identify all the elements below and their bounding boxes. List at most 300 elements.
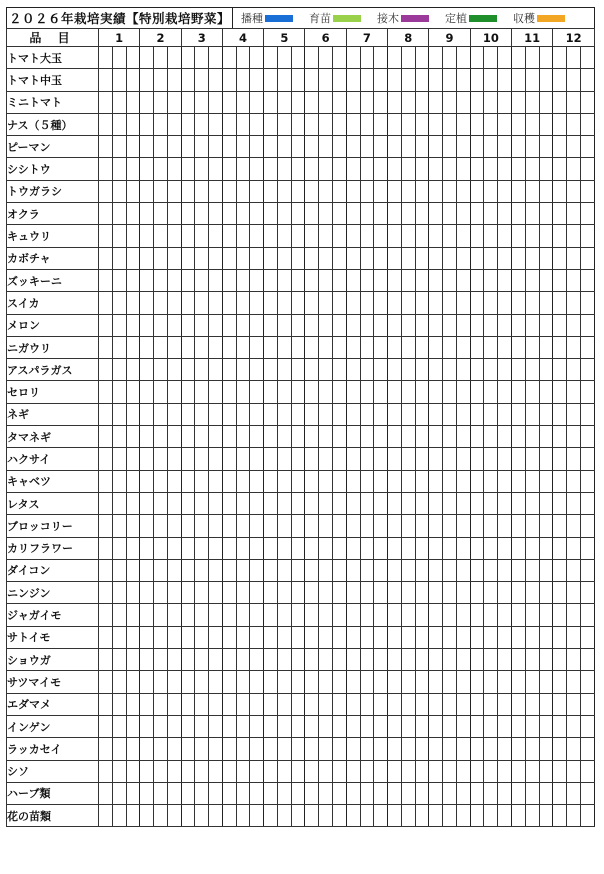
period-cell[interactable] [346, 426, 360, 448]
period-cell[interactable] [195, 492, 209, 514]
period-cell[interactable] [209, 738, 223, 760]
period-cell[interactable] [498, 604, 512, 626]
period-cell[interactable] [484, 760, 498, 782]
period-cell[interactable] [319, 359, 333, 381]
period-cell[interactable] [167, 47, 181, 69]
period-cell[interactable] [181, 113, 195, 135]
period-cell[interactable] [525, 626, 539, 648]
period-cell[interactable] [553, 158, 567, 180]
period-cell[interactable] [525, 203, 539, 225]
period-cell[interactable] [195, 69, 209, 91]
period-cell[interactable] [250, 47, 264, 69]
period-cell[interactable] [167, 269, 181, 291]
period-cell[interactable] [319, 403, 333, 425]
period-cell[interactable] [401, 269, 415, 291]
period-cell[interactable] [181, 738, 195, 760]
period-cell[interactable] [222, 604, 236, 626]
period-cell[interactable] [305, 693, 319, 715]
period-cell[interactable] [250, 292, 264, 314]
period-cell[interactable] [140, 158, 154, 180]
period-cell[interactable] [333, 203, 347, 225]
period-cell[interactable] [112, 448, 126, 470]
period-cell[interactable] [443, 47, 457, 69]
period-cell[interactable] [154, 203, 168, 225]
period-cell[interactable] [388, 604, 402, 626]
period-cell[interactable] [553, 537, 567, 559]
period-cell[interactable] [140, 403, 154, 425]
period-cell[interactable] [250, 247, 264, 269]
period-cell[interactable] [264, 403, 278, 425]
period-cell[interactable] [511, 582, 525, 604]
period-cell[interactable] [167, 760, 181, 782]
period-cell[interactable] [277, 492, 291, 514]
period-cell[interactable] [319, 225, 333, 247]
period-cell[interactable] [498, 582, 512, 604]
period-cell[interactable] [525, 113, 539, 135]
period-cell[interactable] [291, 314, 305, 336]
period-cell[interactable] [126, 158, 140, 180]
period-cell[interactable] [181, 448, 195, 470]
period-cell[interactable] [154, 180, 168, 202]
period-cell[interactable] [209, 671, 223, 693]
period-cell[interactable] [154, 69, 168, 91]
period-cell[interactable] [388, 537, 402, 559]
period-cell[interactable] [360, 738, 374, 760]
period-cell[interactable] [567, 693, 581, 715]
period-cell[interactable] [167, 292, 181, 314]
period-cell[interactable] [470, 805, 484, 827]
period-cell[interactable] [250, 492, 264, 514]
period-cell[interactable] [250, 671, 264, 693]
period-cell[interactable] [167, 671, 181, 693]
period-cell[interactable] [167, 69, 181, 91]
period-cell[interactable] [511, 403, 525, 425]
period-cell[interactable] [222, 403, 236, 425]
period-cell[interactable] [209, 604, 223, 626]
period-cell[interactable] [374, 715, 388, 737]
period-cell[interactable] [99, 113, 113, 135]
period-cell[interactable] [112, 559, 126, 581]
period-cell[interactable] [305, 537, 319, 559]
period-cell[interactable] [553, 225, 567, 247]
period-cell[interactable] [539, 292, 553, 314]
period-cell[interactable] [484, 91, 498, 113]
period-cell[interactable] [319, 649, 333, 671]
period-cell[interactable] [333, 336, 347, 358]
period-cell[interactable] [553, 515, 567, 537]
period-cell[interactable] [236, 715, 250, 737]
period-cell[interactable] [250, 805, 264, 827]
period-cell[interactable] [195, 515, 209, 537]
period-cell[interactable] [498, 292, 512, 314]
period-cell[interactable] [250, 113, 264, 135]
period-cell[interactable] [195, 381, 209, 403]
period-cell[interactable] [456, 492, 470, 514]
period-cell[interactable] [443, 782, 457, 804]
period-cell[interactable] [264, 559, 278, 581]
period-cell[interactable] [195, 47, 209, 69]
period-cell[interactable] [140, 515, 154, 537]
period-cell[interactable] [498, 426, 512, 448]
period-cell[interactable] [291, 336, 305, 358]
period-cell[interactable] [539, 314, 553, 336]
period-cell[interactable] [580, 738, 594, 760]
period-cell[interactable] [250, 203, 264, 225]
period-cell[interactable] [195, 91, 209, 113]
period-cell[interactable] [511, 336, 525, 358]
period-cell[interactable] [346, 225, 360, 247]
period-cell[interactable] [277, 604, 291, 626]
period-cell[interactable] [374, 113, 388, 135]
period-cell[interactable] [388, 492, 402, 514]
period-cell[interactable] [112, 604, 126, 626]
period-cell[interactable] [99, 537, 113, 559]
period-cell[interactable] [99, 649, 113, 671]
period-cell[interactable] [511, 805, 525, 827]
period-cell[interactable] [567, 559, 581, 581]
period-cell[interactable] [154, 381, 168, 403]
period-cell[interactable] [580, 515, 594, 537]
period-cell[interactable] [511, 515, 525, 537]
period-cell[interactable] [126, 604, 140, 626]
period-cell[interactable] [484, 626, 498, 648]
period-cell[interactable] [374, 805, 388, 827]
period-cell[interactable] [154, 158, 168, 180]
period-cell[interactable] [429, 359, 443, 381]
period-cell[interactable] [539, 559, 553, 581]
period-cell[interactable] [99, 760, 113, 782]
period-cell[interactable] [525, 559, 539, 581]
period-cell[interactable] [553, 91, 567, 113]
period-cell[interactable] [470, 470, 484, 492]
period-cell[interactable] [580, 47, 594, 69]
period-cell[interactable] [429, 671, 443, 693]
period-cell[interactable] [181, 715, 195, 737]
period-cell[interactable] [264, 91, 278, 113]
period-cell[interactable] [553, 782, 567, 804]
period-cell[interactable] [525, 582, 539, 604]
period-cell[interactable] [236, 47, 250, 69]
period-cell[interactable] [222, 448, 236, 470]
period-cell[interactable] [250, 582, 264, 604]
period-cell[interactable] [195, 292, 209, 314]
period-cell[interactable] [443, 671, 457, 693]
period-cell[interactable] [195, 113, 209, 135]
period-cell[interactable] [484, 537, 498, 559]
period-cell[interactable] [140, 649, 154, 671]
period-cell[interactable] [484, 292, 498, 314]
period-cell[interactable] [222, 292, 236, 314]
period-cell[interactable] [140, 91, 154, 113]
period-cell[interactable] [567, 69, 581, 91]
period-cell[interactable] [126, 225, 140, 247]
period-cell[interactable] [209, 492, 223, 514]
period-cell[interactable] [346, 314, 360, 336]
period-cell[interactable] [429, 203, 443, 225]
period-cell[interactable] [222, 515, 236, 537]
period-cell[interactable] [443, 649, 457, 671]
period-cell[interactable] [140, 492, 154, 514]
period-cell[interactable] [277, 537, 291, 559]
period-cell[interactable] [498, 247, 512, 269]
period-cell[interactable] [374, 738, 388, 760]
period-cell[interactable] [374, 649, 388, 671]
period-cell[interactable] [250, 760, 264, 782]
period-cell[interactable] [140, 626, 154, 648]
period-cell[interactable] [305, 403, 319, 425]
period-cell[interactable] [222, 693, 236, 715]
period-cell[interactable] [470, 760, 484, 782]
period-cell[interactable] [567, 805, 581, 827]
period-cell[interactable] [456, 314, 470, 336]
period-cell[interactable] [126, 738, 140, 760]
period-cell[interactable] [195, 180, 209, 202]
period-cell[interactable] [112, 426, 126, 448]
period-cell[interactable] [236, 492, 250, 514]
period-cell[interactable] [511, 269, 525, 291]
period-cell[interactable] [154, 671, 168, 693]
period-cell[interactable] [264, 582, 278, 604]
period-cell[interactable] [429, 426, 443, 448]
period-cell[interactable] [360, 693, 374, 715]
period-cell[interactable] [498, 626, 512, 648]
period-cell[interactable] [346, 626, 360, 648]
period-cell[interactable] [498, 203, 512, 225]
period-cell[interactable] [333, 649, 347, 671]
period-cell[interactable] [154, 314, 168, 336]
period-cell[interactable] [181, 782, 195, 804]
period-cell[interactable] [264, 158, 278, 180]
period-cell[interactable] [222, 314, 236, 336]
period-cell[interactable] [181, 470, 195, 492]
period-cell[interactable] [209, 470, 223, 492]
period-cell[interactable] [498, 359, 512, 381]
period-cell[interactable] [470, 515, 484, 537]
period-cell[interactable] [470, 47, 484, 69]
period-cell[interactable] [250, 314, 264, 336]
period-cell[interactable] [319, 448, 333, 470]
period-cell[interactable] [333, 604, 347, 626]
period-cell[interactable] [305, 180, 319, 202]
period-cell[interactable] [401, 91, 415, 113]
period-cell[interactable] [222, 426, 236, 448]
period-cell[interactable] [553, 559, 567, 581]
period-cell[interactable] [484, 715, 498, 737]
period-cell[interactable] [456, 448, 470, 470]
period-cell[interactable] [567, 760, 581, 782]
period-cell[interactable] [580, 626, 594, 648]
period-cell[interactable] [539, 158, 553, 180]
period-cell[interactable] [154, 582, 168, 604]
period-cell[interactable] [580, 136, 594, 158]
period-cell[interactable] [415, 671, 429, 693]
period-cell[interactable] [277, 158, 291, 180]
period-cell[interactable] [140, 470, 154, 492]
period-cell[interactable] [140, 381, 154, 403]
period-cell[interactable] [374, 693, 388, 715]
period-cell[interactable] [154, 760, 168, 782]
period-cell[interactable] [525, 805, 539, 827]
period-cell[interactable] [333, 158, 347, 180]
period-cell[interactable] [99, 738, 113, 760]
period-cell[interactable] [456, 47, 470, 69]
period-cell[interactable] [456, 760, 470, 782]
period-cell[interactable] [126, 381, 140, 403]
period-cell[interactable] [346, 247, 360, 269]
period-cell[interactable] [126, 760, 140, 782]
period-cell[interactable] [360, 537, 374, 559]
period-cell[interactable] [346, 47, 360, 69]
period-cell[interactable] [126, 782, 140, 804]
period-cell[interactable] [511, 292, 525, 314]
period-cell[interactable] [291, 158, 305, 180]
period-cell[interactable] [305, 604, 319, 626]
period-cell[interactable] [429, 180, 443, 202]
period-cell[interactable] [319, 559, 333, 581]
period-cell[interactable] [236, 760, 250, 782]
period-cell[interactable] [305, 671, 319, 693]
period-cell[interactable] [498, 47, 512, 69]
period-cell[interactable] [209, 805, 223, 827]
period-cell[interactable] [525, 470, 539, 492]
period-cell[interactable] [140, 292, 154, 314]
period-cell[interactable] [291, 515, 305, 537]
period-cell[interactable] [484, 381, 498, 403]
period-cell[interactable] [99, 69, 113, 91]
period-cell[interactable] [181, 805, 195, 827]
period-cell[interactable] [484, 225, 498, 247]
period-cell[interactable] [195, 403, 209, 425]
period-cell[interactable] [112, 381, 126, 403]
period-cell[interactable] [443, 225, 457, 247]
period-cell[interactable] [236, 247, 250, 269]
period-cell[interactable] [498, 559, 512, 581]
period-cell[interactable] [195, 336, 209, 358]
period-cell[interactable] [456, 738, 470, 760]
period-cell[interactable] [360, 180, 374, 202]
period-cell[interactable] [498, 381, 512, 403]
period-cell[interactable] [333, 738, 347, 760]
period-cell[interactable] [154, 292, 168, 314]
period-cell[interactable] [374, 136, 388, 158]
period-cell[interactable] [443, 760, 457, 782]
period-cell[interactable] [525, 649, 539, 671]
period-cell[interactable] [415, 626, 429, 648]
period-cell[interactable] [346, 470, 360, 492]
period-cell[interactable] [360, 426, 374, 448]
period-cell[interactable] [140, 336, 154, 358]
period-cell[interactable] [401, 381, 415, 403]
period-cell[interactable] [222, 492, 236, 514]
period-cell[interactable] [236, 113, 250, 135]
period-cell[interactable] [567, 492, 581, 514]
period-cell[interactable] [250, 559, 264, 581]
period-cell[interactable] [140, 180, 154, 202]
period-cell[interactable] [346, 492, 360, 514]
period-cell[interactable] [401, 559, 415, 581]
period-cell[interactable] [470, 225, 484, 247]
period-cell[interactable] [154, 715, 168, 737]
period-cell[interactable] [484, 158, 498, 180]
period-cell[interactable] [539, 738, 553, 760]
period-cell[interactable] [222, 69, 236, 91]
period-cell[interactable] [140, 426, 154, 448]
period-cell[interactable] [470, 693, 484, 715]
period-cell[interactable] [291, 537, 305, 559]
period-cell[interactable] [401, 515, 415, 537]
period-cell[interactable] [305, 136, 319, 158]
period-cell[interactable] [401, 292, 415, 314]
period-cell[interactable] [305, 448, 319, 470]
period-cell[interactable] [415, 203, 429, 225]
period-cell[interactable] [580, 247, 594, 269]
period-cell[interactable] [388, 559, 402, 581]
period-cell[interactable] [181, 225, 195, 247]
period-cell[interactable] [167, 113, 181, 135]
period-cell[interactable] [346, 537, 360, 559]
period-cell[interactable] [333, 582, 347, 604]
period-cell[interactable] [374, 492, 388, 514]
period-cell[interactable] [319, 158, 333, 180]
period-cell[interactable] [305, 515, 319, 537]
period-cell[interactable] [553, 203, 567, 225]
period-cell[interactable] [195, 805, 209, 827]
period-cell[interactable] [415, 69, 429, 91]
period-cell[interactable] [126, 247, 140, 269]
period-cell[interactable] [154, 515, 168, 537]
period-cell[interactable] [456, 559, 470, 581]
period-cell[interactable] [264, 292, 278, 314]
period-cell[interactable] [236, 626, 250, 648]
period-cell[interactable] [319, 671, 333, 693]
period-cell[interactable] [181, 47, 195, 69]
period-cell[interactable] [470, 292, 484, 314]
period-cell[interactable] [456, 113, 470, 135]
period-cell[interactable] [250, 448, 264, 470]
period-cell[interactable] [305, 649, 319, 671]
period-cell[interactable] [415, 225, 429, 247]
period-cell[interactable] [277, 426, 291, 448]
period-cell[interactable] [567, 336, 581, 358]
period-cell[interactable] [222, 671, 236, 693]
period-cell[interactable] [525, 448, 539, 470]
period-cell[interactable] [140, 448, 154, 470]
period-cell[interactable] [511, 470, 525, 492]
period-cell[interactable] [443, 158, 457, 180]
period-cell[interactable] [181, 626, 195, 648]
period-cell[interactable] [498, 738, 512, 760]
period-cell[interactable] [222, 626, 236, 648]
period-cell[interactable] [539, 470, 553, 492]
period-cell[interactable] [429, 113, 443, 135]
period-cell[interactable] [360, 760, 374, 782]
period-cell[interactable] [484, 604, 498, 626]
period-cell[interactable] [415, 91, 429, 113]
period-cell[interactable] [553, 738, 567, 760]
period-cell[interactable] [374, 247, 388, 269]
period-cell[interactable] [291, 359, 305, 381]
period-cell[interactable] [167, 158, 181, 180]
period-cell[interactable] [112, 359, 126, 381]
period-cell[interactable] [99, 180, 113, 202]
period-cell[interactable] [456, 158, 470, 180]
period-cell[interactable] [539, 359, 553, 381]
period-cell[interactable] [277, 314, 291, 336]
period-cell[interactable] [167, 359, 181, 381]
period-cell[interactable] [443, 715, 457, 737]
period-cell[interactable] [443, 69, 457, 91]
period-cell[interactable] [580, 671, 594, 693]
